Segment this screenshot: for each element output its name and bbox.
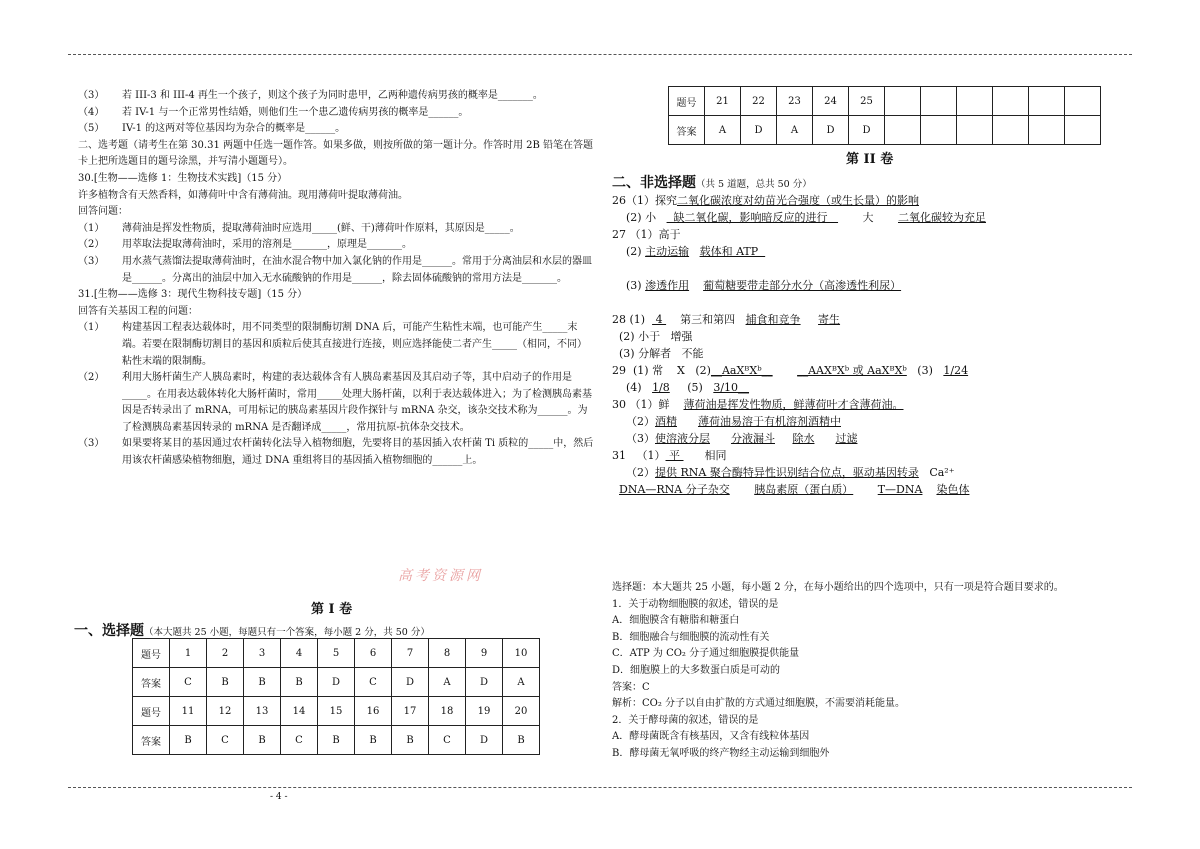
mc-line: C．ATP 为 CO₂ 分子通过细胞膜提供能量 xyxy=(612,648,800,660)
q31-intro: 回答有关基因工程的问题： xyxy=(78,305,198,317)
table-cell: B xyxy=(207,668,244,697)
answer-blank: 分液漏斗 xyxy=(730,432,775,445)
answer-line xyxy=(612,430,1092,447)
table-cell xyxy=(993,116,1029,145)
table-cell: 答案 xyxy=(669,116,705,145)
table-cell: 3 xyxy=(244,639,281,668)
answer-line xyxy=(612,396,1092,413)
answer-blank: 3/10__ xyxy=(713,381,750,394)
answer-text: 30 （1）鲜 xyxy=(612,398,684,411)
table-cell: C xyxy=(281,726,318,755)
answer-blank: 捕食和竞争 xyxy=(745,313,801,326)
table-cell: B xyxy=(281,668,318,697)
table-cell: B xyxy=(355,726,392,755)
answer-text xyxy=(773,364,797,377)
table-row xyxy=(669,116,1101,145)
answer-text xyxy=(801,313,818,326)
table-cell: 题号 xyxy=(133,639,170,668)
question-item xyxy=(78,370,594,436)
answer-blank: 薄荷油易溶于有机溶剂酒精中 xyxy=(697,415,841,428)
answer-text xyxy=(775,432,792,445)
table-cell: A xyxy=(503,668,540,697)
mc-line: B．细胞融合与细胞膜的流动性有关 xyxy=(612,631,770,643)
table-cell: 25 xyxy=(849,87,885,116)
answer-blank: T—DNA xyxy=(877,483,923,496)
table-cell: B xyxy=(170,726,207,755)
table-cell: C xyxy=(429,726,466,755)
table-cell: 答案 xyxy=(133,726,170,755)
table-cell xyxy=(957,116,993,145)
question-number: （3） xyxy=(78,90,105,101)
answer-table-1-20 xyxy=(132,638,540,755)
answer-text: （3） xyxy=(612,432,655,445)
answer-key-lines xyxy=(612,192,1092,498)
multiple-choice-explanations xyxy=(612,580,1082,763)
table-cell: C xyxy=(170,668,207,697)
top-dashed-rule xyxy=(68,54,1132,55)
answer-blank: 二氧化碳浓度对幼苗光合强度（或生长量）的影响 xyxy=(677,194,919,207)
table-row xyxy=(133,639,540,668)
question-number: （4） xyxy=(78,106,105,118)
answer-blank: 1/24 xyxy=(943,364,969,377)
q30-answer-prompt: 回答问题： xyxy=(78,206,128,218)
table-cell: 6 xyxy=(355,639,392,668)
question-text: 用水蒸气蒸馏法提取薄荷油时，在油水混合物中加入氯化钠的作用是______。常用于分离油层和水层的器皿是______。分离出的油层中加入无水硫酸钠的作用是______，除去固体硫酸钠的常用方法是_______。 xyxy=(122,255,592,284)
table-cell: 题号 xyxy=(669,87,705,116)
answer-text: (3) 分解者 不能 xyxy=(612,347,704,360)
answer-blank: 提供 RNA 聚合酶特异性识别结合位点，驱动基因转录 xyxy=(655,466,919,479)
volume-1-title: 第 I 卷 xyxy=(311,602,353,617)
table-cell: 10 xyxy=(503,639,540,668)
question-item xyxy=(78,237,594,254)
question-item xyxy=(78,221,594,238)
table-cell: 18 xyxy=(429,697,466,726)
answer-blank: 使溶液分层 xyxy=(655,432,710,445)
question-text: 若 III-3 和 III-4 再生一个孩子，则这个孩子为同时患甲，乙两种遗传病男孩的概率是_______。 xyxy=(122,90,543,101)
question-text: IV-1 的这两对等位基因均为杂合的概率是______。 xyxy=(122,123,346,135)
answer-text: （2） xyxy=(612,466,655,479)
answer-blank: 酒精 xyxy=(655,415,677,428)
table-cell: C xyxy=(355,668,392,697)
answer-blank: __AAXᴮXᵇ 或 AaXᴮXᵇ xyxy=(797,364,907,377)
answer-line xyxy=(612,464,1092,481)
answer-line xyxy=(612,294,1092,311)
q30-title: 30.[生物——选修 1：生物技术实践]（15 分） xyxy=(78,172,288,184)
table-cell: B xyxy=(244,668,281,697)
table-cell: 22 xyxy=(741,87,777,116)
table-cell: 题号 xyxy=(133,697,170,726)
table-cell: B xyxy=(244,726,281,755)
table-cell: 8 xyxy=(429,639,466,668)
question-number: （2） xyxy=(78,372,105,384)
table-cell: C xyxy=(207,726,244,755)
q30-intro: 许多植物含有天然香料，如薄荷叶中含有薄荷油。现用薄荷叶提取薄荷油。 xyxy=(78,189,408,201)
answer-blank: __AaXᴮXᵇ__ xyxy=(710,364,773,377)
answer-line xyxy=(612,209,1092,226)
answer-blank: 染色体 xyxy=(936,483,970,496)
mc-line: 解析：CO₂ 分子以自由扩散的方式通过细胞膜，不需要消耗能量。 xyxy=(612,698,906,710)
table-cell: 7 xyxy=(392,639,429,668)
table-cell: 4 xyxy=(281,639,318,668)
answer-text: (2) 小于 增强 xyxy=(612,330,693,343)
table-cell xyxy=(957,87,993,116)
answer-table-21-25 xyxy=(668,86,1101,145)
mc-line: A．酵母菌既含有核基因，又含有线粒体基因 xyxy=(612,731,810,743)
answer-text xyxy=(853,483,877,496)
left-column xyxy=(78,88,594,470)
table-cell xyxy=(1029,87,1065,116)
question-item xyxy=(78,88,594,105)
table-cell xyxy=(1065,116,1101,145)
table-cell xyxy=(921,116,957,145)
answer-blank: 除水 xyxy=(792,432,815,445)
table-cell: 14 xyxy=(281,697,318,726)
answer-text xyxy=(710,432,731,445)
table-cell xyxy=(1065,87,1101,116)
question-item xyxy=(78,320,594,370)
table-cell: D xyxy=(318,668,355,697)
answer-blank: 1/8 xyxy=(652,381,670,394)
answer-blank: 主动运输 xyxy=(645,245,690,258)
answer-line xyxy=(612,328,1092,345)
mc-line: 选择题：本大题共 25 小题，每小题 2 分，在每小题给出的四个选项中，只有一项是符合题目要求的。 xyxy=(612,582,1064,593)
table-cell: 5 xyxy=(318,639,355,668)
question-text: 薄荷油是挥发性物质，提取薄荷油时应选用_____(鲜、干)薄荷叶作原料，其原因是_____。 xyxy=(122,222,520,234)
section-2-heading xyxy=(612,172,812,192)
answer-text xyxy=(730,483,754,496)
answer-line xyxy=(612,226,1092,243)
table-cell: D xyxy=(466,668,503,697)
table-cell: B xyxy=(392,726,429,755)
answer-blank: 薄荷油是挥发性物质，鲜薄荷叶才含薄荷油。 xyxy=(683,398,904,411)
question-number: （5） xyxy=(78,123,105,135)
answer-text: （2） xyxy=(612,415,655,428)
bottom-dashed-rule xyxy=(68,787,1132,788)
answer-text xyxy=(612,483,619,496)
mc-line: 答案：C xyxy=(612,681,650,693)
section-1-title: 一、选择题 xyxy=(74,623,144,639)
table-cell: 15 xyxy=(318,697,355,726)
table-cell: 21 xyxy=(705,87,741,116)
question-number: （3） xyxy=(78,255,105,267)
answer-text: (3) xyxy=(906,364,944,377)
elective-intro: 二、选考题（请考生在第 30.31 两题中任选一题作答。如果多做，则按所做的第一题计分。作答时用 2B 铅笔在答题卡上把所选题目的题号涂黑，并写清小题题号）。 xyxy=(78,139,594,168)
answer-line xyxy=(612,260,1092,277)
table-row xyxy=(133,697,540,726)
table-cell: B xyxy=(318,726,355,755)
q31-title: 31.[生物——选修 3：现代生物科技专题]（15 分） xyxy=(78,289,308,301)
answer-blank: 渗透作用 xyxy=(645,279,690,292)
answer-blank: 过滤 xyxy=(835,432,858,445)
question-number: （1） xyxy=(78,322,105,334)
table-cell: D xyxy=(466,726,503,755)
answer-text: 31 （1） xyxy=(612,449,666,462)
answer-line xyxy=(612,345,1092,362)
table-cell: D xyxy=(392,668,429,697)
question-item xyxy=(78,105,594,122)
mc-line: D．细胞膜上的大多数蛋白质是可动的 xyxy=(612,664,781,676)
table-cell: 23 xyxy=(777,87,813,116)
mc-line: A．细胞膜含有糖脂和糖蛋白 xyxy=(612,615,740,627)
table-cell: 20 xyxy=(503,697,540,726)
question-number: （3） xyxy=(78,438,105,450)
answer-line xyxy=(612,413,1092,430)
answer-text: 相同 xyxy=(683,449,727,462)
question-item xyxy=(78,436,594,469)
mc-line: 2．关于酵母菌的叙述，错误的是 xyxy=(612,714,759,726)
answer-line xyxy=(612,362,1092,379)
answer-blank: 胰岛素原（蛋白质） xyxy=(754,483,854,496)
answer-blank: 缺二氧化碳，影响暗反应的进行 xyxy=(666,211,839,224)
section-2-note: （共 5 道题，总共 50 分） xyxy=(696,179,812,190)
page-number: - 4 - xyxy=(270,792,288,802)
table-cell: 16 xyxy=(355,697,392,726)
answer-text: (5) xyxy=(669,381,714,394)
table-row xyxy=(133,668,540,697)
answer-text: 28 (1) xyxy=(612,313,653,326)
table-cell xyxy=(885,87,921,116)
watermark-logo: 高考资源网 xyxy=(398,568,483,584)
table-cell: D xyxy=(849,116,885,145)
mc-line: B．酵母菌无氧呼吸的终产物经主动运输到细胞外 xyxy=(612,747,830,759)
table-cell: 1 xyxy=(170,639,207,668)
section-2-title: 二、非选择题 xyxy=(612,175,696,191)
answer-text: 27 （1）高于 xyxy=(612,228,681,241)
answer-text xyxy=(922,483,936,496)
answer-text: 大 xyxy=(838,211,898,224)
answer-text: Ca²⁺ xyxy=(918,466,955,479)
answer-line xyxy=(612,447,1092,464)
question-number: （1） xyxy=(78,222,105,234)
answer-line xyxy=(612,277,1092,294)
answer-text xyxy=(689,279,703,292)
answer-blank: 载体和 ATP xyxy=(699,245,766,258)
table-cell: 11 xyxy=(170,697,207,726)
section-1-note: （本大题共 25 小题，每题只有一个答案，每小题 2 分，共 50 分） xyxy=(144,627,430,638)
table-cell xyxy=(921,87,957,116)
table-cell xyxy=(993,87,1029,116)
answer-blank: 平 xyxy=(665,449,684,462)
question-item xyxy=(78,254,594,287)
answer-line xyxy=(612,243,1092,260)
table-cell xyxy=(1029,116,1065,145)
answer-blank: 葡萄糖要带走部分水分（高渗透性利尿） xyxy=(703,279,902,292)
answer-text xyxy=(677,415,698,428)
answer-text: (2) xyxy=(612,245,646,258)
question-text: 利用大肠杆菌生产人胰岛素时，构建的表达载体含有人胰岛素基因及其启动子等，其中启动子的作用是_____。在用表达载体转化大肠杆菌时，常用_____处理大肠杆菌，以利于表达载体进入；为了检测胰岛素基因是否转录出了 mRNA，可用标记的胰岛素基因片段作探针与 mRNA 杂交，该杂交技术称为______。为了检测胰岛素基因转录的 mRNA 是否翻译成_____，常用抗原-抗体杂交技术。 xyxy=(122,372,592,433)
answer-blank: 4 xyxy=(652,313,667,326)
mc-line: 1．关于动物细胞膜的叙述，错误的是 xyxy=(612,598,779,610)
answer-text: (3) xyxy=(612,279,646,292)
question-number: （2） xyxy=(78,239,105,251)
answer-text: (2) 小 xyxy=(612,211,667,224)
table-cell: 19 xyxy=(466,697,503,726)
table-cell: 13 xyxy=(244,697,281,726)
table-cell xyxy=(885,116,921,145)
answer-blank: 二氧化碳较为充足 xyxy=(898,211,986,224)
table-cell: D xyxy=(741,116,777,145)
answer-blank: DNA—RNA 分子杂交 xyxy=(619,483,730,496)
question-text: 构建基因工程表达载体时，用不同类型的限制酶切割 DNA 后，可能产生粘性末端，也可能产生_____末端。若要在限制酶切割目的基因和质粒后使其直接进行连接，则应选择能使二者产生_____（相同，不同）粘性末端的限制酶。 xyxy=(122,322,587,367)
volume-2-title: 第 II 卷 xyxy=(846,152,894,167)
question-text: 如果要将某目的基因通过农杆菌转化法导入植物细胞，先要将目的基因插入农杆菌 Ti 质粒的_____中，然后用该农杆菌感染植物细胞，通过 DNA 重组将目的基因插入植物细胞的______上。 xyxy=(122,438,594,467)
answer-text: 第三和第四 xyxy=(666,313,746,326)
table-cell: 2 xyxy=(207,639,244,668)
answer-text xyxy=(814,432,835,445)
answer-line xyxy=(612,379,1092,396)
table-cell: B xyxy=(503,726,540,755)
answer-text: 26（1）探究 xyxy=(612,194,677,207)
table-cell: D xyxy=(813,116,849,145)
table-row xyxy=(133,726,540,755)
answer-text xyxy=(689,245,700,258)
table-cell: 17 xyxy=(392,697,429,726)
table-cell: 9 xyxy=(466,639,503,668)
answer-line xyxy=(612,481,1092,498)
answer-line xyxy=(612,192,1092,209)
answer-text: 29 (1) 常 X (2) xyxy=(612,364,711,377)
table-cell: 12 xyxy=(207,697,244,726)
table-cell: A xyxy=(777,116,813,145)
section-1-heading xyxy=(74,620,430,640)
table-cell: A xyxy=(429,668,466,697)
table-row xyxy=(669,87,1101,116)
answer-text: (4) xyxy=(612,381,653,394)
table-cell: A xyxy=(705,116,741,145)
question-text: 若 IV-1 与一个正常男性结婚，则他们生一个患乙遗传病男孩的概率是______。 xyxy=(122,106,469,118)
table-cell: 24 xyxy=(813,87,849,116)
table-cell: 答案 xyxy=(133,668,170,697)
answer-line xyxy=(612,311,1092,328)
answer-blank: 寄生 xyxy=(818,313,841,326)
question-text: 用萃取法提取薄荷油时，采用的溶剂是_______，原理是_______。 xyxy=(122,239,412,251)
question-item xyxy=(78,121,594,138)
